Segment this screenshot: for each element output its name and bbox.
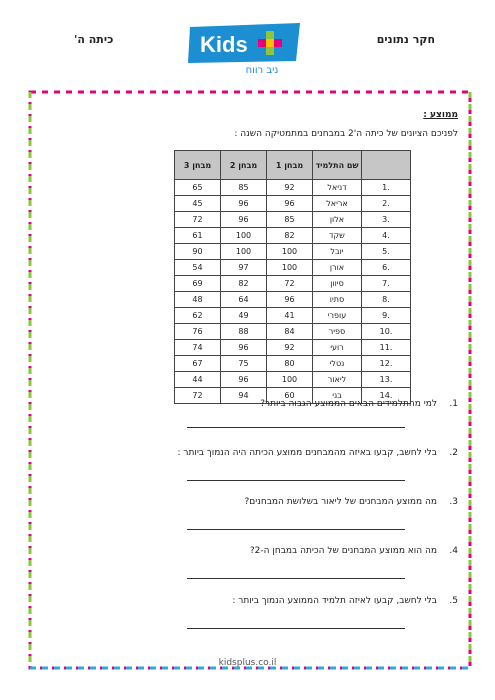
table-row: .12 נטלי 80 75 67 — [175, 356, 411, 372]
table-row: .10 ספיר 84 88 76 — [175, 324, 411, 340]
question-3-number: .3 — [449, 497, 458, 507]
table-row: .3 אלון 85 96 72 — [175, 212, 411, 228]
answer-line-5[interactable] — [187, 628, 405, 629]
section-title: ממוצע : — [423, 110, 458, 120]
intro-text: לפניכם הציונים של כיתה ה'2 במבחנים במתמטיקה השנה : — [234, 129, 458, 139]
question-2-text: בלי לחשב, קבעו באיזה מהמבחנים ממוצע הכיתה היה הנמוך ביותר : — [177, 448, 437, 458]
header-subject: חקר נתונים — [376, 33, 435, 46]
question-5-number: .5 — [449, 596, 458, 606]
grades-table — [174, 150, 411, 404]
table-row: .4 שקד 82 100 61 — [175, 228, 411, 244]
question-1-text: למי מהתלמידים הבאים הממוצע הגבוה ביותר? — [260, 399, 437, 409]
table-row: .6 אורן 100 97 54 — [175, 260, 411, 276]
question-3-text: מה ממוצע המבחנים של ליאור בשלושת המבחנים? — [244, 497, 437, 507]
logo-subtitle: ניב רווח — [245, 65, 279, 76]
question-5-text: בלי לחשב, קבעו לאיזה תלמיד הממוצע הנמוך ביותר : — [232, 596, 437, 606]
header-student-name: שם התלמיד — [313, 151, 362, 180]
question-1-number: .1 — [449, 399, 458, 409]
table-row: .2 אריאל 96 96 45 — [175, 196, 411, 212]
table-row: .14 בני 60 94 72 — [175, 388, 411, 404]
table-row: .5 יובל 100 100 90 — [175, 244, 411, 260]
table-row: .8 סתיו 96 64 48 — [175, 292, 411, 308]
header-test-2: מבחן 2 — [221, 151, 267, 180]
table-row: .9 עופרי 41 49 62 — [175, 308, 411, 324]
header-blank — [362, 151, 411, 180]
question-4-text: מה הוא ממוצע המבחנים של הכיתה במבחן ה-2? — [249, 546, 437, 556]
footer-url: kidsplus.co.il — [218, 658, 277, 668]
question-4-number: .4 — [449, 546, 458, 556]
header-grade: כיתה ה' — [74, 33, 114, 46]
answer-line-1[interactable] — [187, 427, 405, 428]
kidsplus-logo — [184, 21, 304, 77]
header-test-3: מבחן 3 — [175, 151, 221, 180]
table-row: .11 רועי 92 96 74 — [175, 340, 411, 356]
table-row: .13 ליאור 100 96 44 — [175, 372, 411, 388]
question-2-number: .2 — [449, 448, 458, 458]
table-row: .1 דניאל 92 85 65 — [175, 180, 411, 196]
header-test-1: מבחן 1 — [267, 151, 313, 180]
answer-line-3[interactable] — [187, 529, 405, 530]
answer-line-2[interactable] — [187, 480, 405, 481]
logo-text: Kids — [200, 32, 248, 57]
answer-line-4[interactable] — [187, 578, 405, 579]
table-row: .7 סיוון 72 82 69 — [175, 276, 411, 292]
